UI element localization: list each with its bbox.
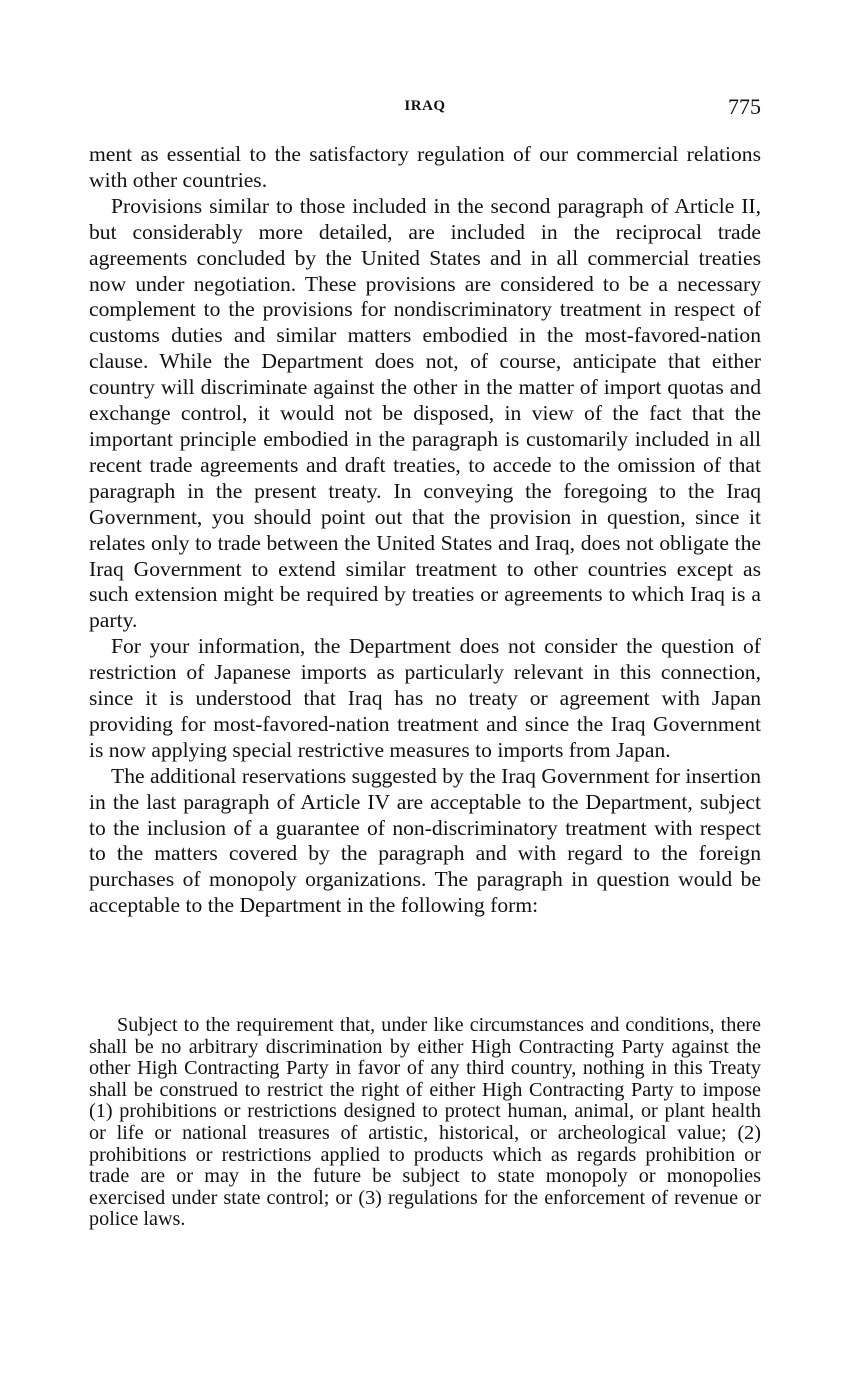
paragraph-continuation: ment as essential to the satisfactory regulation of our commercial relations with other countries.: [89, 142, 761, 192]
page-header: [89, 94, 761, 124]
paragraph: For your information, the Department does not consider the question of restriction of Japanese imports as particularly relevant in this connection, since it is understood that Iraq has no treaty or agreement with Japan providing for most-favored-nation treatment and since the Iraq Government is now applying special restrictive measures to imports from Japan.: [89, 634, 761, 762]
body-text: [89, 142, 761, 919]
paragraph: Provisions similar to those included in the second paragraph of Article II, but considerably more detailed, are included in the reciprocal trade agreements concluded by the United States and in all commercial treaties now under negotiation. These provisions are considered to be a necessary complement to the provisions for nondiscriminatory treatment in respect of customs duties and similar matters embodied in the most-favored-nation clause. While the Department does not, of course, anticipate that either country will discriminate against the other in the matter of import quotas and exchange control, it would not be disposed, in view of the fact that the important principle embodied in the paragraph is customarily included in all recent trade agreements and draft treaties, to accede to the omission of that paragraph in the present treaty. In conveying the foregoing to the Iraq Government, you should point out that the provision in question, since it relates only to trade between the United States and Iraq, does not obligate the Iraq Government to extend similar treatment to other countries except as such extension might be required by treaties or agreements to which Iraq is a party.: [89, 193, 761, 633]
paragraph: The additional reservations suggested by the Iraq Government for insertion in the last paragraph of Article IV are acceptable to the Department, subject to the inclusion of a guarantee of non-discriminatory treatment with respect to the matters covered by the paragraph and with regard to the foreign purchases of monopoly organizations. The paragraph in question would be acceptable to the Department in the following form:: [89, 763, 761, 918]
running-head: IRAQ: [404, 98, 446, 114]
page-number: 775: [728, 94, 761, 119]
block-quote: Subject to the requirement that, under like circumstances and conditions, there shall be no arbitrary discrimination by either High Contracting Party against the other High Contracting Party in favor of any third country, nothing in this Treaty shall be construed to restrict the right of either High Contracting Party to impose (1) prohibitions or restrictions designed to protect human, animal, or plant health or life or national treasures of artistic, historical, or archeological value; (2) prohibitions or restrictions applied to products which as regards prohibition or trade are or may in the future be subject to state monopoly or monopolies exercised under state control; or (3) regulations for the enforcement of revenue or police laws.: [89, 1014, 761, 1231]
